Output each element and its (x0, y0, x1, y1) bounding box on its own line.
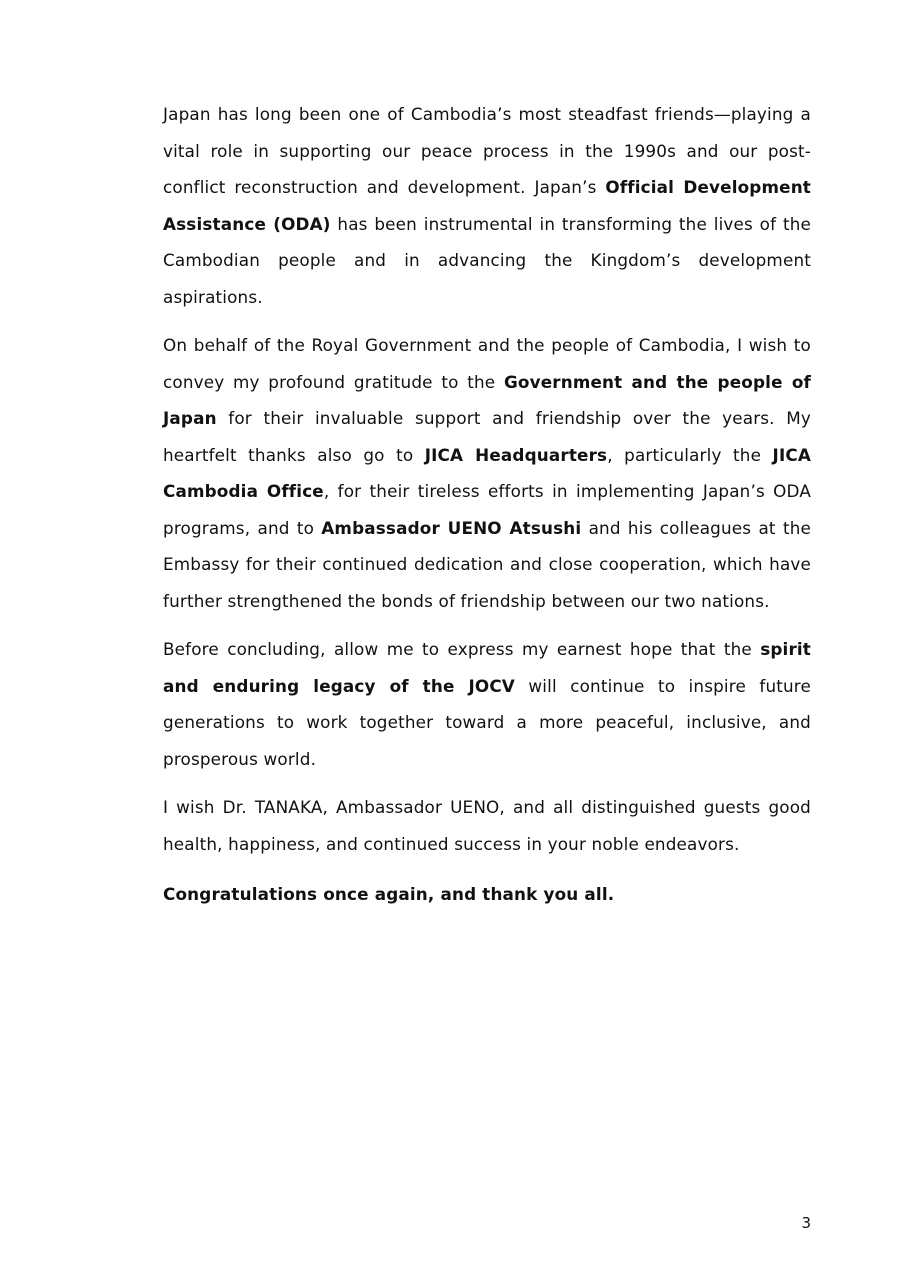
text-run: has been instrumental in transforming the lives of the Cambodian people and in advancing the Kingdom’s development aspirations. (163, 213, 811, 307)
text-run-bold: JICA Cambodia Office (163, 444, 812, 501)
text-run: I wish Dr. TANAKA, Ambassador UENO, and all distinguished guests good health, happiness, and continued success in your noble endeavors. (163, 797, 811, 854)
text-run-bold: Official Development Assistance (ODA) (163, 177, 811, 234)
paragraph-closing (163, 876, 811, 913)
paragraph-4 (163, 789, 811, 862)
text-run-bold: spirit and enduring legacy of the JOCV (163, 639, 811, 696)
text-run-bold: JICA Headquarters (424, 444, 608, 465)
text-run: and his colleagues at the Embassy for their continued dedication and close cooperation, which have further strengthened the bonds of friendship between our two nations. (163, 517, 811, 611)
text-run-bold: Government and the people of Japan (163, 371, 811, 428)
text-run-bold: Congratulations once again, and thank you all. (163, 884, 615, 904)
text-run: Japan has long been one of Cambodia’s most steadfast friends—playing a vital role in supporting our peace process in the 1990s and our post-conflict reconstruction and development. Japan’s (163, 104, 811, 197)
text-run: Before concluding, allow me to express my earnest hope that the (163, 639, 761, 659)
paragraph-2 (163, 327, 811, 619)
text-run: , particularly the (607, 444, 773, 465)
document-body (163, 96, 811, 913)
paragraph-1 (163, 96, 811, 315)
text-run: for their invaluable support and friendship over the years. My heartfelt thanks also go to (163, 408, 811, 465)
text-run: On behalf of the Royal Government and the people of Cambodia, I wish to convey my profound gratitude to the (163, 335, 811, 392)
text-run: , for their tireless efforts in implementing Japan’s ODA programs, and to (163, 481, 811, 538)
paragraph-3 (163, 631, 811, 777)
text-run: will continue to inspire future generations to work together toward a more peaceful, inclusive, and prosperous world. (163, 675, 811, 769)
page-number: 3 (801, 1214, 811, 1232)
text-run-bold: Ambassador UENO Atsushi (321, 517, 582, 538)
